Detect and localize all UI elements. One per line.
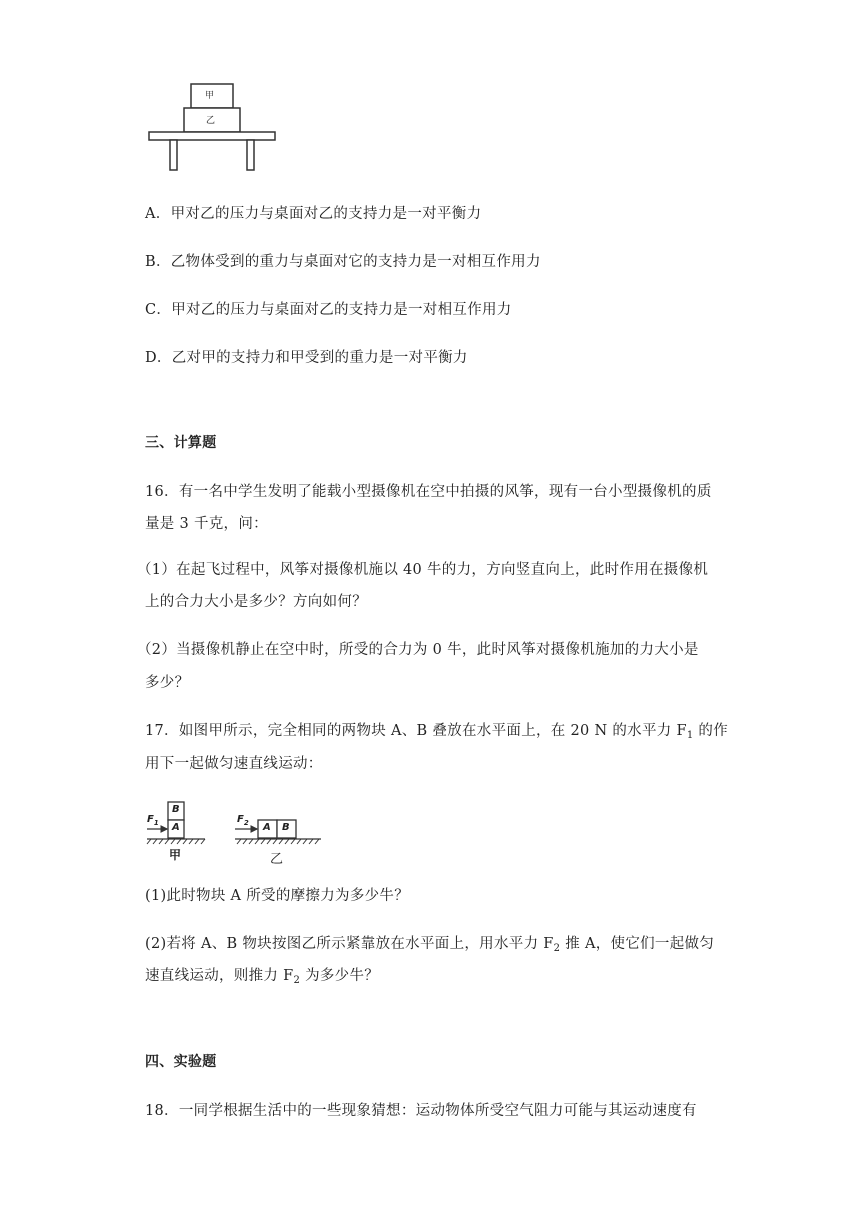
q17-part2-line-2-sub: 2: [293, 975, 301, 986]
q17-line-1: [145, 721, 728, 746]
q16-part2-line-2: 多少？: [145, 675, 190, 691]
q16-line-2: 量是 3 千克，问：: [145, 516, 268, 532]
table-leg-left: [170, 140, 177, 170]
q17-line-1-text-a: 17．如图甲所示，完全相同的两物块 A、B 叠放在水平面上，在 20 N 的水平力 F: [145, 723, 687, 739]
q17-part2-line-2: [145, 966, 379, 991]
q17-part2-line-1-text-b: 推 A，使它们一起做匀: [560, 936, 715, 952]
q17-part2-line-1-sub: 2: [553, 943, 561, 954]
option-c: C．甲对乙的压力与桌面对乙的支持力是一对相互作用力: [145, 302, 512, 318]
q18-line-1: 18．一同学根据生活中的一些现象猜想：运动物体所受空气阻力可能与其运动速度有: [145, 1103, 697, 1119]
q17-line-1-text-b: 的作: [693, 723, 729, 739]
yi-label-a: A: [263, 822, 271, 833]
table-leg-right: [247, 140, 254, 170]
q16-part1-line-1: （1）在起飞过程中，风筝对摄像机施以 40 牛的力，方向竖直向上，此时作用在摄像机: [137, 562, 709, 578]
table-figure: [145, 80, 280, 175]
option-a: A．甲对乙的压力与桌面对乙的支持力是一对平衡力: [145, 206, 482, 222]
yi-label-f2: $F_2$: [237, 814, 249, 827]
section-4-title: 四、实验题: [145, 1054, 217, 1070]
box-jia-label: 甲: [205, 91, 215, 101]
q17-part2-line-2-text-a: 速直线运动，则推力 F: [145, 968, 294, 984]
blocks-figure: [145, 800, 325, 868]
q17-part2-line-2-text-b: 为多少牛？: [300, 968, 380, 984]
option-b: B．乙物体受到的重力与桌面对它的支持力是一对相互作用力: [145, 254, 541, 270]
jia-label-f1: $F_1$: [147, 814, 159, 827]
jia-label-a: A: [172, 822, 180, 833]
yi-label-b: B: [282, 822, 290, 833]
q16-part1-line-2: 上的合力大小是多少？方向如何？: [145, 594, 367, 610]
jia-label-b: B: [172, 804, 180, 815]
option-d: D．乙对甲的支持力和甲受到的重力是一对平衡力: [145, 350, 468, 366]
q16-part2-line-1: （2）当摄像机静止在空中时，所受的合力为 0 牛，此时风筝对摄像机施加的力大小是: [137, 642, 699, 658]
q17-line-1-sub: 1: [686, 730, 694, 741]
q16-line-1: 16．有一名中学生发明了能载小型摄像机在空中拍摄的风筝，现有一台小型摄像机的质: [145, 484, 712, 500]
box-yi-label: 乙: [206, 116, 216, 126]
jia-caption: 甲: [169, 848, 182, 862]
q17-part2-line-1-text-a: (2)若将 A、B 物块按图乙所示紧靠放在水平面上，用水平力 F: [145, 936, 554, 952]
table-top: [149, 132, 275, 140]
q17-part1: (1)此时物块 A 所受的摩擦力为多少牛？: [145, 888, 410, 904]
yi-caption: 乙: [270, 852, 284, 867]
section-3-title: 三、计算题: [145, 435, 217, 451]
q17-line-2: 用下一起做匀速直线运动：: [145, 756, 323, 772]
q17-part2-line-1: [145, 934, 714, 959]
